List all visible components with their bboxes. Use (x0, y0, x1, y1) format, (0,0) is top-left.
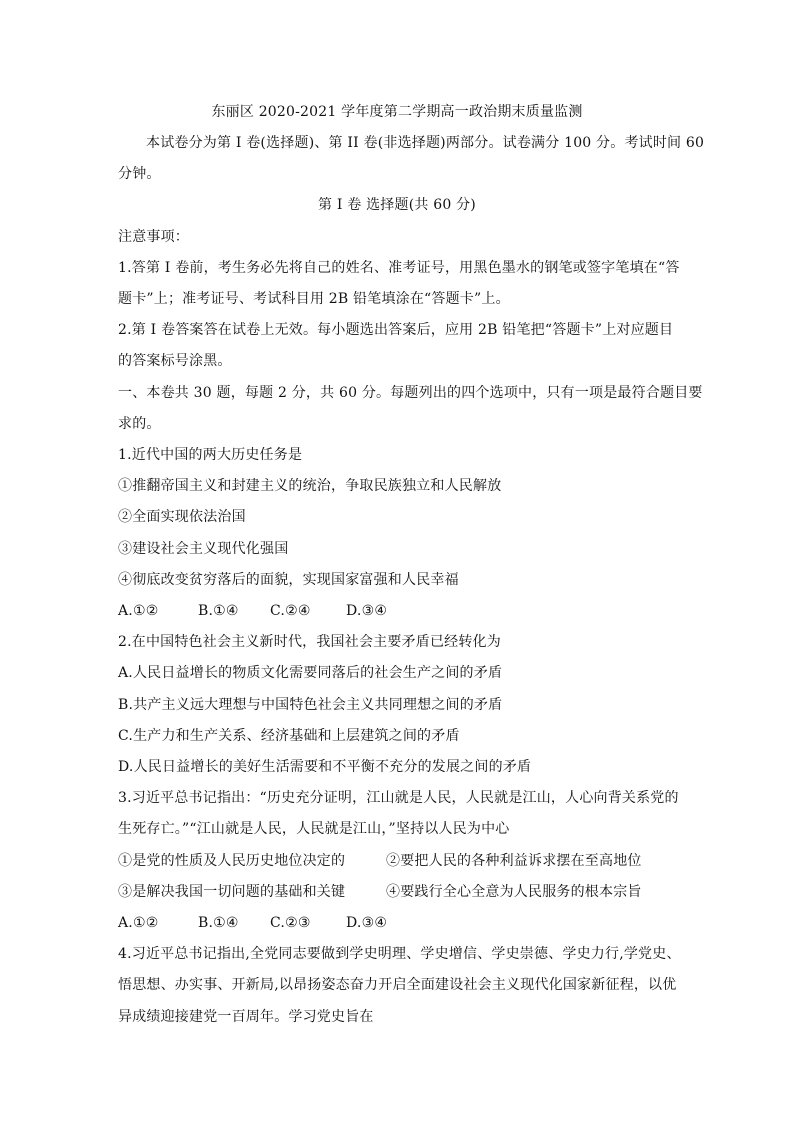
q3-option-a[interactable]: A.①② (118, 915, 159, 931)
q3-item-3: ③是解决我国一切问题的基础和关键 (118, 884, 346, 900)
q1-option-a[interactable]: A.①② (118, 603, 159, 619)
q2-stem: 2.在中国特色社会主义新时代，我国社会主要矛盾已经转化为 (118, 634, 501, 650)
q1-item-1: ①推翻帝国主义和封建主义的统治，争取民族独立和人民解放 (118, 478, 502, 494)
q3-item-1: ①是党的性质及人民历史地位决定的 (118, 853, 346, 869)
q1-option-d[interactable]: D.③④ (346, 603, 388, 619)
q3-stem-line-2: 生死存亡。”“江山就是人民，人民就是江山，”坚持以人民为中心 (118, 821, 510, 837)
q1-item-2: ②全面实现依法治国 (118, 509, 246, 525)
note-2-line-1: 2.第 I 卷答案答在试卷上无效。每小题选出答案后，应用 2B 铅笔把“答题卡”上对应题目 (118, 322, 674, 338)
q2-option-d[interactable]: D.人民日益增长的美好生活需要和不平衡不充分的发展之间的矛盾 (118, 759, 532, 775)
q3-option-d[interactable]: D.③④ (346, 915, 388, 931)
notes-heading: 注意事项： (118, 229, 189, 245)
q2-option-b[interactable]: B.共产主义远大理想与中国特色社会主义共同理想之间的矛盾 (118, 697, 503, 713)
q1-option-b[interactable]: B.①④ (198, 603, 239, 619)
intro-line-2: 分钟。 (118, 166, 161, 182)
q3-item-2: ②要把人民的各种利益诉求摆在至高地位 (386, 853, 642, 869)
q4-stem-line-1: 4.习近平总书记指出,全党同志要做到学史明理、学史增信、学史崇德、学史力行,学党史、 (118, 946, 681, 962)
q3-option-b[interactable]: B.①④ (198, 915, 239, 931)
q1-option-c[interactable]: C.②④ (270, 603, 311, 619)
q1-options (118, 602, 406, 620)
q1-item-3: ③建设社会主义现代化强国 (118, 541, 289, 557)
note-1-line-2: 题卡”上；准考证号、考试科目用 2B 铅笔填涂在“答题卡”上。 (118, 291, 510, 307)
q2-option-a[interactable]: A.人民日益增长的物质文化需要同落后的社会生产之间的矛盾 (118, 665, 503, 681)
section-title: 第 I 卷 选择题(共 60 分) (318, 197, 476, 213)
q1-stem: 1.近代中国的两大历史任务是 (118, 447, 303, 463)
q3-item-4: ④要践行全心全意为人民服务的根本宗旨 (386, 884, 642, 900)
q3-option-c[interactable]: C.②③ (270, 915, 311, 931)
note-2-line-2: 的答案标号涂黑。 (118, 353, 232, 369)
q1-item-4: ④彻底改变贫穷落后的面貌，实现国家富强和人民幸福 (118, 572, 459, 588)
q3-items-row-2 (118, 883, 642, 901)
q4-stem-line-2: 悟思想、办实事、开新局,以昂扬姿态奋力开启全面建设社会主义现代化国家新征程，以优 (118, 977, 677, 993)
part1-instruction-line-1: 一、本卷共 30 题，每题 2 分，共 60 分。每题列出的四个选项中，只有一项是最符合题目要 (118, 385, 703, 401)
q3-items-row-1 (118, 852, 642, 870)
intro-line-1: 本试卷分为第 I 卷(选择题)、第 II 卷(非选择题)两部分。试卷满分 100 分。考试时间 60 (146, 135, 705, 151)
q4-stem-line-3: 异成绩迎接建党一百周年。学习党史旨在 (118, 1009, 374, 1025)
q2-option-c[interactable]: C.生产力和生产关系、经济基础和上层建筑之间的矛盾 (118, 728, 460, 744)
q3-options (118, 914, 406, 932)
part1-instruction-line-2: 求的。 (118, 416, 161, 432)
exam-title: 东丽区 2020-2021 学年度第二学期高一政治期末质量监测 (211, 104, 583, 120)
note-1-line-1: 1.答第 I 卷前，考生务必先将自己的姓名、准考证号，用黑色墨水的钢笔或签字笔填在“答 (118, 260, 680, 276)
q3-stem-line-1: 3.习近平总书记指出：“历史充分证明，江山就是人民，人民就是江山，人心向背关系党的 (118, 790, 679, 806)
